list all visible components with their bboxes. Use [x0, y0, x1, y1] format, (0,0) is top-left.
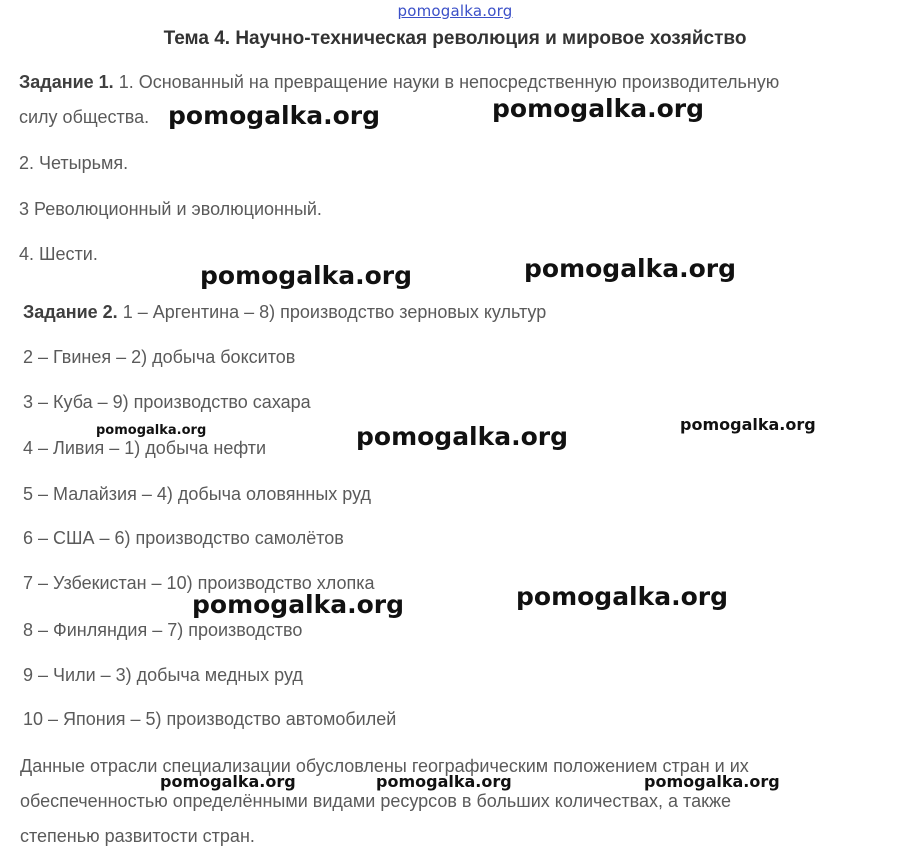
conclusion-line: обеспеченностью определёнными видами ресурсов в больших количествах, а также [20, 791, 732, 811]
task2-item: 9 – Чили – 3) добыча медных руд [23, 665, 303, 685]
task2-item: 3 – Куба – 9) производство сахара [23, 392, 311, 412]
watermark: pomogalka.org [168, 101, 381, 130]
task2-item: 2 – Гвинея – 2) добыча бокситов [23, 347, 296, 367]
watermark: pomogalka.org [376, 772, 512, 791]
watermark: pomogalka.org [96, 423, 207, 438]
watermark: pomogalka.org [524, 254, 737, 283]
task1-answer1-text: 1. Основанный на превращение науки в непосредственную производительную [118, 72, 780, 92]
task1-answer3: 3 Революционный и эволюционный. [19, 199, 322, 219]
watermark: pomogalka.org [200, 261, 413, 290]
watermark: pomogalka.org [192, 590, 405, 619]
task2-first-line [23, 302, 546, 323]
task2-item: 8 – Финляндия – 7) производство [23, 620, 303, 640]
task2-label: Задание 2. [23, 302, 118, 322]
task1-line1 [19, 72, 779, 93]
watermark: pomogalka.org [516, 582, 729, 611]
task2-item: 5 – Малайзия – 4) добыча оловянных руд [23, 484, 371, 504]
site-watermark-link[interactable]: pomogalka.org [397, 2, 513, 20]
watermark: pomogalka.org [356, 422, 569, 451]
task2-item: 10 – Япония – 5) производство автомобилей [23, 709, 397, 729]
watermark: pomogalka.org [644, 772, 780, 791]
task1-answer2: 2. Четырьмя. [19, 153, 129, 173]
task2-item: 7 – Узбекистан – 10) производство хлопка [23, 573, 375, 593]
task2-item: 4 – Ливия – 1) добыча нефти [23, 438, 267, 458]
task2-item: 1 – Аргентина – 8) производство зерновых культур [122, 302, 547, 322]
task1-label: Задание 1. [19, 72, 114, 92]
watermark: pomogalka.org [492, 94, 705, 123]
task2-item: 6 – США – 6) производство самолётов [23, 528, 344, 548]
task1-line2: силу общества. [19, 107, 150, 127]
conclusion-line: степенью развитости стран. [20, 826, 255, 846]
task1-answer4: 4. Шести. [19, 244, 98, 264]
conclusion-line: Данные отрасли специализации обусловлены географическим положением стран и их [20, 756, 749, 776]
watermark: pomogalka.org [680, 415, 816, 434]
page-title: Тема 4. Научно-техническая революция и мировое хозяйство [163, 28, 747, 49]
watermark: pomogalka.org [160, 772, 296, 791]
